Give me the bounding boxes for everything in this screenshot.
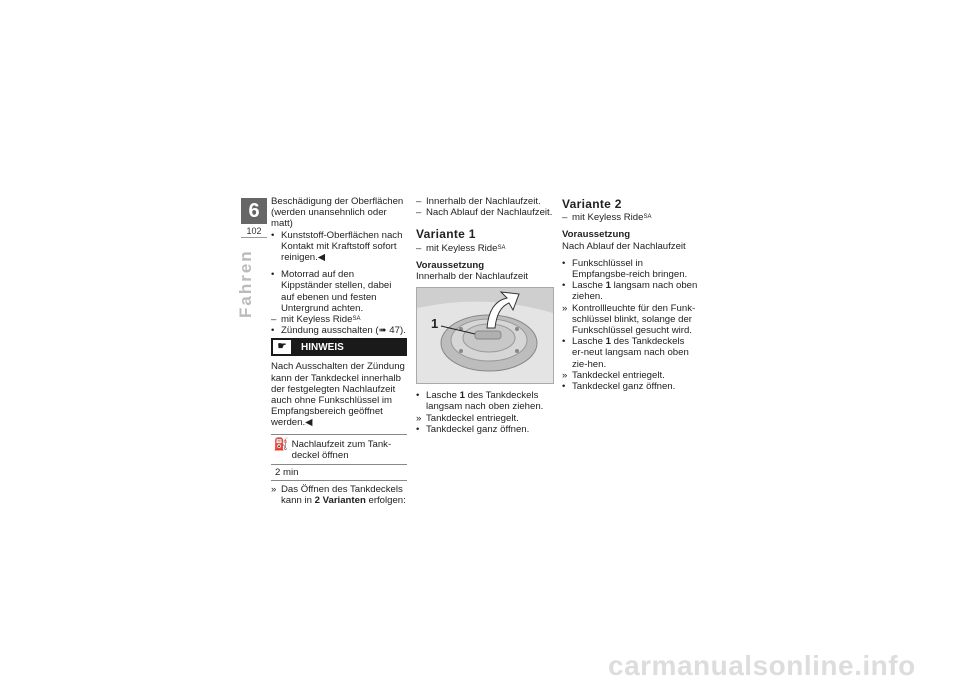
spec-title: Nachlaufzeit zum Tank-deckel öffnen bbox=[291, 438, 392, 461]
fuel-cap-icon: ⛽ bbox=[273, 436, 289, 451]
list-item-text: Tankdeckel entriegelt. bbox=[572, 369, 665, 381]
prerequisite-text: Innerhalb der Nachlaufzeit bbox=[416, 271, 528, 283]
list-item-text: Zündung ausschalten (➠ 47). bbox=[281, 325, 406, 337]
list-item: » Tankdeckel entriegelt. bbox=[562, 369, 665, 381]
spec-box bbox=[271, 434, 407, 482]
notice-text: Nach Ausschalten der Zündung kann der Tankdeckel innerhalb der festgelegten Nachlaufzeit auch ohne Funkschlüssel im Empfangsbereich geöffnet werden.◀ bbox=[271, 361, 405, 429]
list-item: – mit Keyless Ride$^{SA}$ bbox=[562, 212, 652, 224]
column-2 bbox=[416, 196, 554, 435]
list-item-text: des Tankdeckels langsam nach oben ziehen. bbox=[426, 390, 544, 413]
list-item-text: Das Öffnen des Tankdeckels kann in bbox=[281, 484, 403, 507]
list-item-text: erfolgen: bbox=[365, 495, 406, 507]
list-item: – Innerhalb der Nachlaufzeit. bbox=[416, 196, 541, 207]
chapter-title: Fahren bbox=[236, 249, 255, 318]
column-3 bbox=[562, 199, 698, 392]
section-heading: Variante 2 bbox=[562, 197, 622, 211]
list-item: • Funkschlüssel in Empfangsbe-reich bringen. bbox=[562, 257, 688, 281]
page-number: 102 bbox=[246, 226, 262, 236]
notice-label: HINWEIS bbox=[301, 341, 344, 353]
list-item-text: Motorrad auf den Kippständer stellen, dabei auf ebenen und festen Untergrund achten. bbox=[281, 269, 392, 314]
list-item-text: Kunststoff-Oberflächen nach Kontakt mit Kraftstoff sofort reinigen.◀ bbox=[281, 229, 403, 264]
section-heading: Variante 1 bbox=[416, 227, 476, 242]
hand-icon: ☛ bbox=[273, 340, 291, 354]
list-item-text: Nach Ablauf der Nachlaufzeit. bbox=[426, 207, 553, 219]
list-item-text: Innerhalb der Nachlaufzeit. bbox=[426, 196, 541, 207]
list-item-text: mit Keyless Ride bbox=[281, 314, 353, 326]
callout-ref: 1 bbox=[459, 390, 465, 402]
list-item-text: mit Keyless Ride bbox=[572, 212, 644, 224]
chapter-number-tab: 6 bbox=[241, 198, 267, 224]
list-item-text: Lasche bbox=[572, 280, 606, 292]
list-item: • Zündung ausschalten (➠ 47). bbox=[271, 325, 406, 337]
tank-cap-illustration bbox=[417, 288, 553, 383]
list-item-text: Tankdeckel entriegelt. bbox=[426, 412, 519, 424]
list-item-text: Kontrollleuchte für den Funk-schlüssel blinkt, solange der Funkschlüssel gesucht wird. bbox=[572, 302, 696, 337]
sa-superscript: SA bbox=[497, 244, 506, 251]
list-item: • Tankdeckel ganz öffnen. bbox=[416, 423, 530, 435]
list-item-text: Funkschlüssel in Empfangsbe-reich bringen. bbox=[572, 257, 688, 281]
list-item: – mit Keyless Ride$^{SA}$ bbox=[271, 314, 361, 326]
prerequisite-heading: Voraussetzung bbox=[416, 259, 485, 271]
page-number-divider bbox=[241, 237, 267, 238]
list-item: – Nach Ablauf der Nachlaufzeit. bbox=[416, 207, 553, 219]
list-item-text: mit Keyless Ride bbox=[426, 242, 498, 254]
callout-ref: 1 bbox=[605, 280, 611, 292]
prerequisite-text: Nach Ablauf der Nachlaufzeit bbox=[562, 240, 686, 252]
list-item: • Lasche 1 des Tankdeckels er-neut langsam nach oben zie-hen. bbox=[562, 336, 689, 370]
list-item: – mit Keyless Ride$^{SA}$ bbox=[416, 242, 506, 254]
tank-cap-photo bbox=[416, 287, 554, 384]
list-item: » Kontrollleuchte für den Funk-schlüssel blinkt, solange der Funkschlüssel gesucht wird. bbox=[562, 302, 696, 337]
prerequisite-heading: Voraussetzung bbox=[562, 229, 631, 241]
list-item-text: Lasche bbox=[572, 336, 606, 348]
column-1 bbox=[271, 196, 407, 507]
list-item-text: Tankdeckel ganz öffnen. bbox=[426, 423, 530, 435]
list-item: • Lasche 1 des Tankdeckels langsam nach oben ziehen. bbox=[416, 390, 544, 413]
notice-banner bbox=[271, 338, 407, 356]
list-item: • Kunststoff-Oberflächen nach Kontakt mit Kraftstoff sofort reinigen.◀ bbox=[271, 229, 403, 264]
list-item: » Tankdeckel entriegelt. bbox=[416, 412, 519, 424]
watermark: carmanualsonline.info bbox=[608, 650, 916, 681]
list-item: • Tankdeckel ganz öffnen. bbox=[562, 381, 676, 393]
sa-superscript: SA bbox=[352, 316, 361, 323]
list-item: • Motorrad auf den Kippständer stellen, dabei auf ebenen und festen Untergrund achten. bbox=[271, 269, 392, 314]
callout-ref: 1 bbox=[605, 336, 611, 348]
list-item-text: Tankdeckel ganz öffnen. bbox=[572, 381, 676, 393]
warning-text: Beschädigung der Oberflächen (werden unansehnlich oder matt) bbox=[271, 196, 404, 230]
list-item: • Lasche 1 langsam nach oben ziehen. bbox=[562, 280, 698, 303]
list-item-text: Lasche bbox=[426, 390, 460, 402]
callout-label: 1 bbox=[431, 316, 439, 332]
variants-count: 2 Varianten bbox=[314, 495, 366, 507]
list-item: » Das Öffnen des Tankdeckels kann in 2 Varianten erfolgen: bbox=[271, 484, 406, 507]
list-item-text: langsam nach oben ziehen. bbox=[572, 280, 698, 303]
sa-superscript: SA bbox=[643, 214, 652, 221]
spec-value: 2 min bbox=[271, 464, 407, 481]
list-item-text: des Tankdeckels er-neut langsam nach oben zie-hen. bbox=[572, 336, 689, 370]
